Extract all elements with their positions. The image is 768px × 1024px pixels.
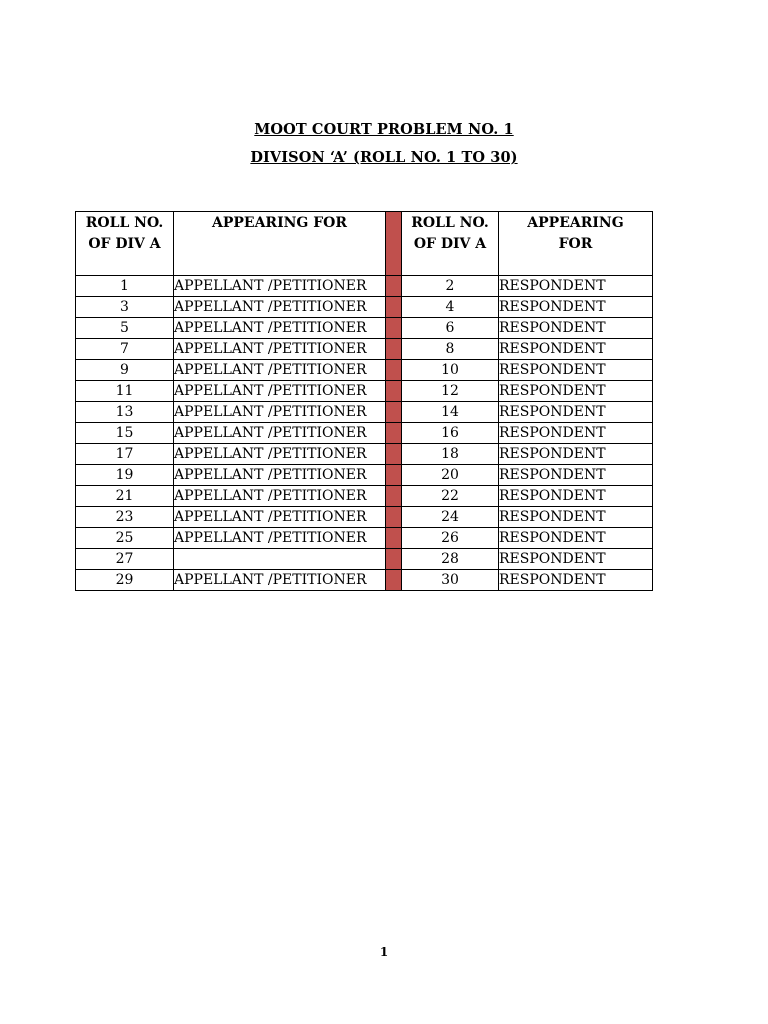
left-role-cell: APPELLANT /PETITIONER [174,507,386,528]
table-row [76,465,653,486]
divider-cell [386,297,402,318]
left-roll-cell: 15 [76,423,174,444]
table-row [76,402,653,423]
divider-cell [386,486,402,507]
right-roll-cell: 28 [402,549,499,570]
right-roll-cell: 2 [402,276,499,297]
right-role-cell: RESPONDENT [499,507,653,528]
right-role-cell: RESPONDENT [499,276,653,297]
right-roll-cell: 16 [402,423,499,444]
table-row [76,381,653,402]
left-role-cell: APPELLANT /PETITIONER [174,465,386,486]
left-role-cell: APPELLANT /PETITIONER [174,486,386,507]
right-role-cell: RESPONDENT [499,297,653,318]
right-roll-cell: 14 [402,402,499,423]
left-role-cell: APPELLANT /PETITIONER [174,297,386,318]
divider-cell [386,381,402,402]
right-role-cell: RESPONDENT [499,549,653,570]
table-row [76,423,653,444]
right-roll-cell: 6 [402,318,499,339]
right-roll-cell: 10 [402,360,499,381]
table-row [76,570,653,591]
right-roll-cell: 18 [402,444,499,465]
right-role-cell: RESPONDENT [499,318,653,339]
left-roll-cell: 25 [76,528,174,549]
left-role-cell: APPELLANT /PETITIONER [174,276,386,297]
right-roll-cell: 30 [402,570,499,591]
divider-cell [386,339,402,360]
right-role-cell: RESPONDENT [499,465,653,486]
right-roll-cell: 12 [402,381,499,402]
table-row [76,528,653,549]
right-roll-cell: 4 [402,297,499,318]
left-roll-cell: 1 [76,276,174,297]
divider-cell [386,402,402,423]
right-role-cell: RESPONDENT [499,339,653,360]
divider-cell [386,570,402,591]
table-row [76,486,653,507]
right-role-cell: RESPONDENT [499,444,653,465]
right-roll-cell: 22 [402,486,499,507]
left-roll-cell: 27 [76,549,174,570]
table-row [76,360,653,381]
table-row [76,339,653,360]
table-row [76,444,653,465]
left-role-cell: APPELLANT /PETITIONER [174,339,386,360]
left-roll-cell: 7 [76,339,174,360]
right-role-cell: RESPONDENT [499,360,653,381]
table-row [76,318,653,339]
divider-cell [386,444,402,465]
left-roll-cell: 9 [76,360,174,381]
document-title: MOOT COURT PROBLEM NO. 1 [254,121,514,138]
right-roll-cell: 24 [402,507,499,528]
left-role-cell: APPELLANT /PETITIONER [174,318,386,339]
divider-cell [386,276,402,297]
divider-cell [386,360,402,381]
left-role-cell [174,549,386,570]
right-role-cell: RESPONDENT [499,570,653,591]
table-row [76,507,653,528]
divider-cell [386,528,402,549]
right-role-cell: RESPONDENT [499,528,653,549]
left-roll-cell: 29 [76,570,174,591]
divider-cell [386,423,402,444]
header-roll-right: ROLL NO. OF DIV A [402,212,499,276]
left-roll-cell: 23 [76,507,174,528]
divider-cell [386,549,402,570]
left-role-cell: APPELLANT /PETITIONER [174,381,386,402]
right-role-cell: RESPONDENT [499,423,653,444]
right-roll-cell: 26 [402,528,499,549]
table-row [76,276,653,297]
left-role-cell: APPELLANT /PETITIONER [174,423,386,444]
left-roll-cell: 19 [76,465,174,486]
table-header-row [76,212,653,276]
divider-cell [386,465,402,486]
right-roll-cell: 20 [402,465,499,486]
left-role-cell: APPELLANT /PETITIONER [174,360,386,381]
right-role-cell: RESPONDENT [499,402,653,423]
document-subtitle: DIVISON ‘A’ (ROLL NO. 1 TO 30) [250,149,518,166]
left-roll-cell: 5 [76,318,174,339]
page-number: 1 [379,945,389,959]
table-row [76,549,653,570]
left-role-cell: APPELLANT /PETITIONER [174,528,386,549]
header-appearing-right: APPEARING FOR [499,212,653,276]
header-roll-left: ROLL NO. OF DIV A [76,212,174,276]
left-roll-cell: 11 [76,381,174,402]
right-role-cell: RESPONDENT [499,486,653,507]
left-role-cell: APPELLANT /PETITIONER [174,570,386,591]
table-row [76,297,653,318]
divider-cell [386,507,402,528]
header-appearing-left: APPEARING FOR [174,212,386,276]
left-role-cell: APPELLANT /PETITIONER [174,402,386,423]
left-roll-cell: 3 [76,297,174,318]
left-roll-cell: 17 [76,444,174,465]
left-roll-cell: 21 [76,486,174,507]
divider-cell [386,212,402,276]
right-roll-cell: 8 [402,339,499,360]
left-roll-cell: 13 [76,402,174,423]
divider-cell [386,318,402,339]
left-role-cell: APPELLANT /PETITIONER [174,444,386,465]
roll-assignment-table [75,211,653,591]
right-role-cell: RESPONDENT [499,381,653,402]
